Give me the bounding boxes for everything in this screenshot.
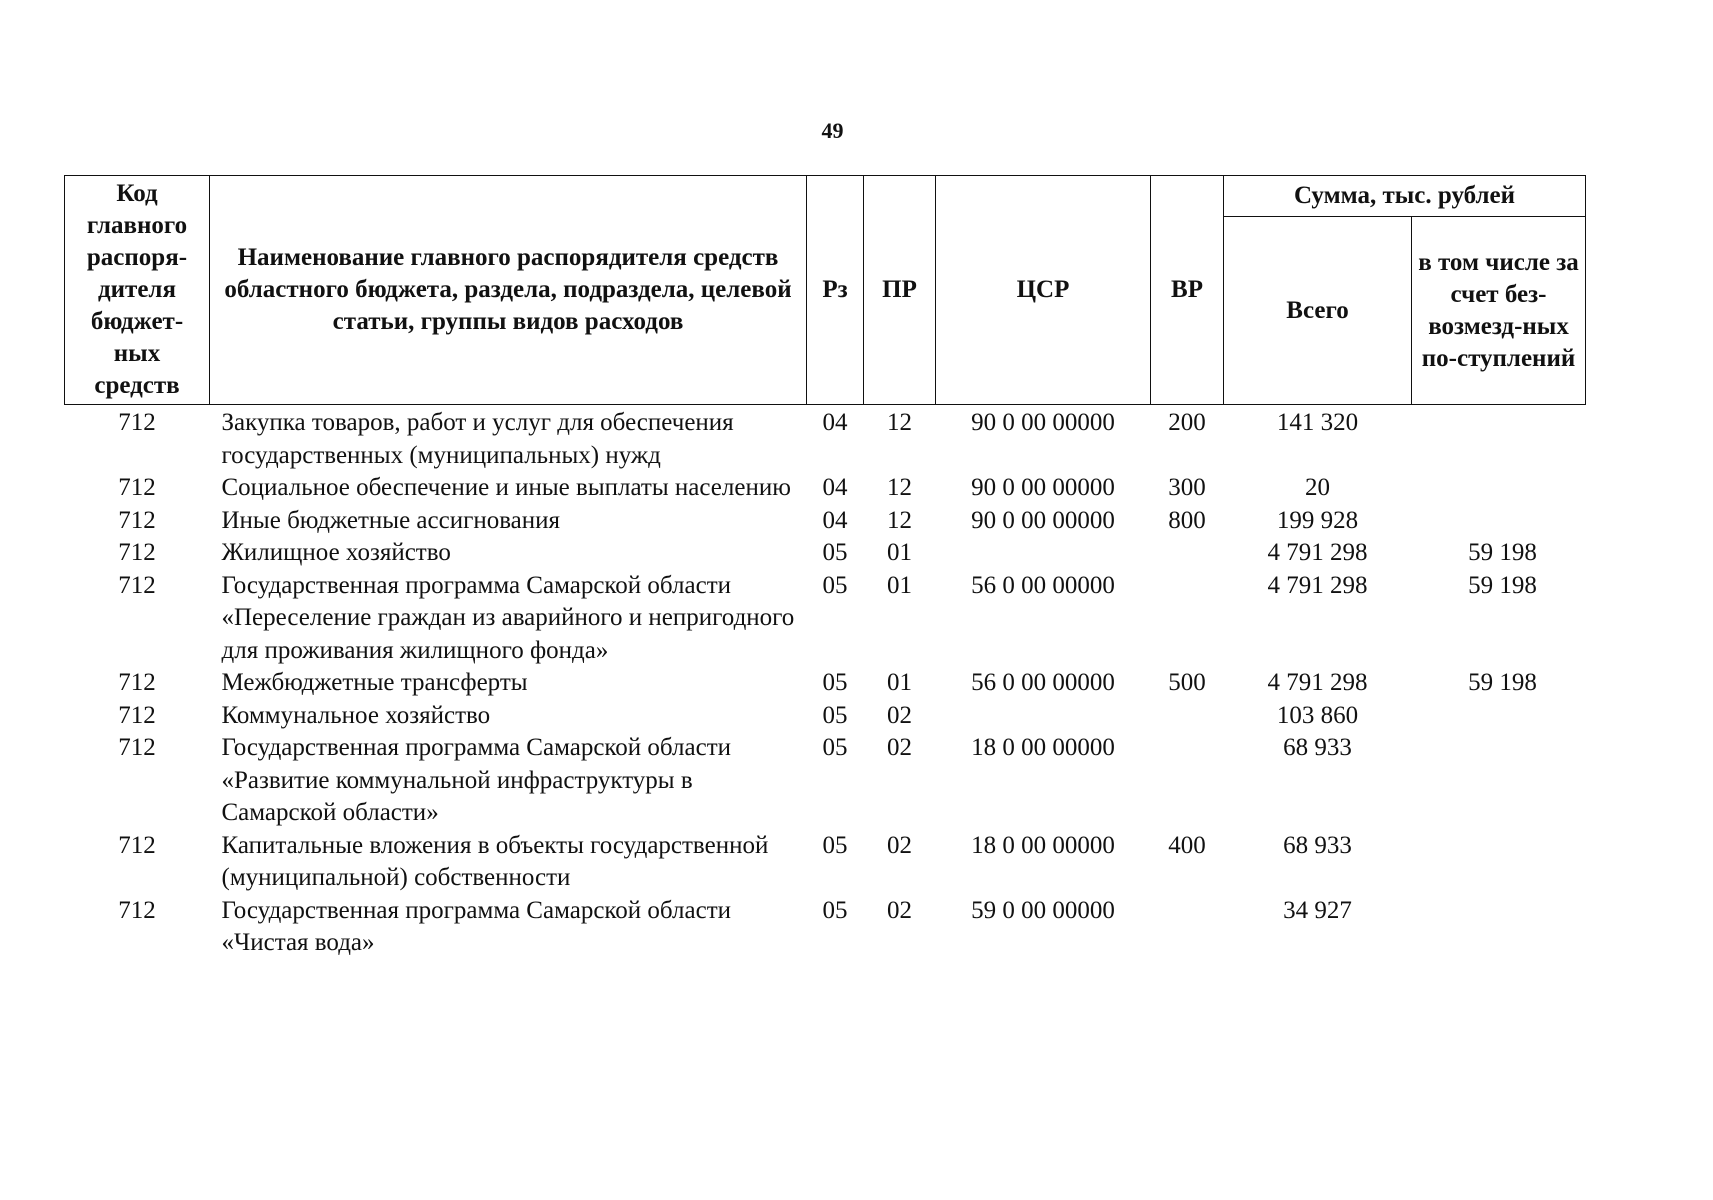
table-row bbox=[65, 570, 1586, 668]
cell-free bbox=[1412, 505, 1586, 538]
cell-code: 712 bbox=[118, 571, 156, 599]
cell-rz: 05 bbox=[822, 539, 848, 566]
cell-free: 59 198 bbox=[1468, 539, 1537, 566]
cell-vr bbox=[1151, 570, 1224, 668]
cell-rz: 05 bbox=[822, 669, 848, 696]
cell-csr: 56 0 00 00000 bbox=[971, 669, 1115, 696]
table-row bbox=[65, 405, 1586, 473]
cell-pr: 12 bbox=[887, 506, 912, 534]
cell-name: Межбюджетные трансферты bbox=[221, 669, 528, 696]
budget-table bbox=[64, 175, 1586, 960]
cell-pr: 02 bbox=[887, 734, 912, 761]
cell-code: 712 bbox=[118, 409, 156, 436]
cell-csr: 18 0 00 00000 bbox=[971, 734, 1115, 761]
cell-free: 59 198 bbox=[1468, 669, 1537, 696]
cell-free bbox=[1412, 700, 1586, 733]
cell-code: 712 bbox=[118, 734, 156, 761]
cell-code: 712 bbox=[118, 669, 156, 696]
table-row bbox=[65, 830, 1586, 895]
cell-vr bbox=[1151, 895, 1224, 960]
cell-vr: 400 bbox=[1168, 831, 1206, 859]
page-number: 49 bbox=[821, 118, 844, 143]
cell-rz: 05 bbox=[822, 896, 848, 924]
cell-name: Жилищное хозяйство bbox=[221, 539, 451, 566]
cell-code: 712 bbox=[118, 896, 156, 924]
cell-pr: 02 bbox=[887, 831, 912, 859]
cell-code: 712 bbox=[118, 539, 156, 566]
cell-csr: 90 0 00 00000 bbox=[971, 409, 1115, 436]
cell-name: Государственная программа Самарской области «Чистая вода» bbox=[221, 896, 731, 956]
cell-total: 68 933 bbox=[1283, 831, 1352, 859]
cell-total: 68 933 bbox=[1283, 734, 1352, 761]
table-row bbox=[65, 472, 1586, 505]
cell-free bbox=[1412, 405, 1586, 473]
cell-pr: 12 bbox=[887, 474, 912, 501]
cell-rz: 05 bbox=[822, 831, 848, 859]
table-row bbox=[65, 895, 1586, 960]
cell-name: Коммунальное хозяйство bbox=[221, 701, 491, 729]
cell-pr: 02 bbox=[887, 896, 912, 924]
cell-vr: 800 bbox=[1168, 506, 1206, 534]
cell-rz: 04 bbox=[822, 506, 848, 534]
cell-pr: 01 bbox=[887, 539, 912, 566]
cell-code: 712 bbox=[118, 474, 156, 501]
cell-csr: 90 0 00 00000 bbox=[971, 474, 1115, 501]
cell-total: 34 927 bbox=[1283, 896, 1352, 924]
cell-name: Государственная программа Самарской области «Переселение граждан из аварийного и непригодного для проживания жилищного фонда» bbox=[221, 571, 795, 664]
cell-total: 141 320 bbox=[1276, 409, 1359, 436]
header-free: в том числе за счет без-возмезд-ных по-ступлений bbox=[1412, 217, 1586, 405]
cell-pr: 01 bbox=[887, 669, 912, 696]
cell-vr: 200 bbox=[1168, 409, 1206, 436]
cell-total: 4 791 298 bbox=[1267, 571, 1368, 599]
cell-free bbox=[1412, 895, 1586, 960]
cell-free bbox=[1412, 472, 1586, 505]
header-pr: ПР bbox=[864, 176, 936, 405]
cell-free bbox=[1412, 732, 1586, 830]
cell-rz: 04 bbox=[822, 409, 848, 436]
cell-free: 59 198 bbox=[1468, 571, 1537, 599]
cell-name: Закупка товаров, работ и услуг для обеспечения государственных (муниципальных) нужд bbox=[221, 409, 734, 469]
cell-free bbox=[1412, 830, 1586, 895]
header-code: Код главного распоря-дителя бюджет-ных средств bbox=[65, 176, 210, 405]
cell-vr: 500 bbox=[1168, 669, 1206, 696]
cell-total: 20 bbox=[1305, 474, 1330, 501]
cell-rz: 04 bbox=[822, 474, 848, 501]
cell-csr bbox=[936, 700, 1151, 733]
cell-code: 712 bbox=[118, 506, 156, 534]
cell-name: Государственная программа Самарской области «Развитие коммунальной инфраструктуры в Самарской области» bbox=[221, 734, 731, 826]
cell-vr: 300 bbox=[1168, 474, 1206, 501]
cell-total: 103 860 bbox=[1276, 701, 1359, 729]
cell-vr bbox=[1151, 537, 1224, 570]
cell-csr: 59 0 00 00000 bbox=[971, 896, 1115, 924]
cell-vr bbox=[1151, 700, 1224, 733]
cell-csr bbox=[936, 537, 1151, 570]
table-row bbox=[65, 505, 1586, 538]
table-body bbox=[65, 405, 1586, 960]
cell-name: Капитальные вложения в объекты государственной (муниципальной) собственности bbox=[221, 831, 769, 891]
cell-pr: 02 bbox=[887, 701, 912, 729]
table-row bbox=[65, 537, 1586, 570]
header-rz: Рз bbox=[807, 176, 864, 405]
header-total: Всего bbox=[1224, 217, 1412, 405]
header-name: Наименование главного распорядителя средств областного бюджета, раздела, подраздела, целевой статьи, группы видов расходов bbox=[210, 176, 807, 405]
table-row bbox=[65, 732, 1586, 830]
cell-total: 4 791 298 bbox=[1267, 669, 1368, 696]
cell-total: 199 928 bbox=[1276, 506, 1359, 534]
table-header bbox=[65, 176, 1586, 405]
cell-csr: 56 0 00 00000 bbox=[971, 571, 1115, 599]
cell-code: 712 bbox=[118, 831, 156, 859]
cell-vr bbox=[1151, 732, 1224, 830]
cell-rz: 05 bbox=[822, 571, 848, 599]
cell-total: 4 791 298 bbox=[1267, 539, 1368, 566]
cell-rz: 05 bbox=[822, 734, 848, 761]
cell-pr: 01 bbox=[887, 571, 912, 599]
table-row bbox=[65, 700, 1586, 733]
cell-name: Иные бюджетные ассигнования bbox=[221, 506, 561, 534]
cell-csr: 90 0 00 00000 bbox=[971, 506, 1115, 534]
cell-rz: 05 bbox=[822, 701, 848, 729]
cell-pr: 12 bbox=[887, 409, 912, 436]
cell-code: 712 bbox=[118, 701, 156, 729]
header-csr: ЦСР bbox=[936, 176, 1151, 405]
header-sum: Сумма, тыс. рублей bbox=[1224, 176, 1586, 217]
table-row bbox=[65, 667, 1586, 700]
header-vr: ВР bbox=[1151, 176, 1224, 405]
cell-csr: 18 0 00 00000 bbox=[971, 831, 1115, 859]
cell-name: Социальное обеспечение и иные выплаты населению bbox=[221, 474, 791, 501]
